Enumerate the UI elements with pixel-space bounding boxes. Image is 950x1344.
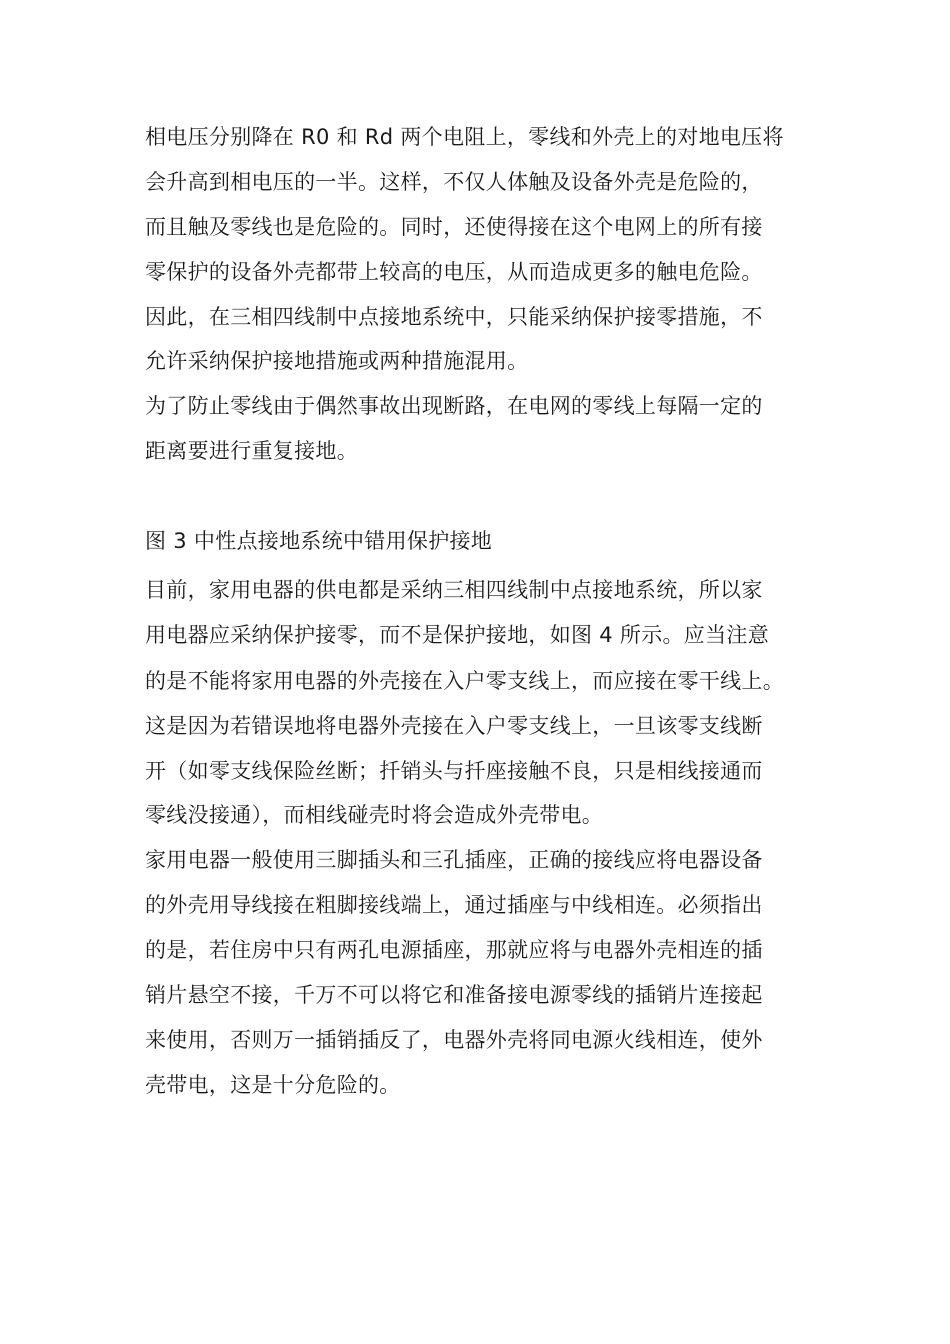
paragraph-line: 相电压分别降在 R0 和 Rd 两个电阻上，零线和外壳上的对地电压将 xyxy=(145,125,784,149)
paragraph-line: 销片悬空不接，千万不可以将它和准备接电源零线的插销片连接起 xyxy=(145,983,763,1007)
paragraph-line: 壳带电，这是十分危险的。 xyxy=(145,1073,401,1097)
paragraph-line: 的外壳用导线接在粗脚接线端上，通过插座与中线相连。必须指出 xyxy=(145,893,763,917)
paragraph-line: 的是，若住房中只有两孔电源插座，那就应将与电器外壳相连的插 xyxy=(145,938,763,962)
paragraph-line: 零线没接通），而相线碰壳时将会造成外壳带电。 xyxy=(145,803,604,827)
figure-caption: 图 3 中性点接地系统中错用保护接地 xyxy=(145,529,493,553)
paragraph-line: 来使用，否则万一插销插反了，电器外壳将同电源火线相连，使外 xyxy=(145,1028,763,1052)
paragraph-line: 家用电器一般使用三脚插头和三孔插座，正确的接线应将电器设备 xyxy=(145,848,763,872)
paragraph-line: 开（如零支线保险丝断；扦销头与扦座接触不良，只是相线接通而 xyxy=(145,759,763,783)
paragraph-line: 因此，在三相四线制中点接地系统中，只能采纳保护接零措施，不 xyxy=(145,305,763,329)
paragraph-line: 的是不能将家用电器的外壳接在入户零支线上，而应接在零干线上。 xyxy=(145,669,784,693)
paragraph-line: 用电器应采纳保护接零，而不是保护接地，如图 4 所示。应当注意 xyxy=(145,623,770,647)
paragraph-line: 这是因为若错误地将电器外壳接在入户零支线上，一旦该零支线断 xyxy=(145,714,763,738)
paragraph-line: 距离要进行重复接地。 xyxy=(145,439,358,463)
paragraph-line: 会升高到相电压的一半。这样，不仅人体触及设备外壳是危险的， xyxy=(145,170,763,194)
paragraph-line: 为了防止零线由于偶然事故出现断路，在电网的零线上每隔一定的 xyxy=(145,394,763,418)
paragraph-line: 而且触及零线也是危险的。同时，还使得接在这个电网上的所有接 xyxy=(145,215,763,239)
paragraph-line: 允许采纳保护接地措施或两种措施混用。 xyxy=(145,349,529,373)
paragraph-line: 零保护的设备外壳都带上较高的电压，从而造成更多的触电危险。 xyxy=(145,260,763,284)
paragraph-line: 目前，家用电器的供电都是采纳三相四线制中点接地系统，所以家 xyxy=(145,578,763,602)
